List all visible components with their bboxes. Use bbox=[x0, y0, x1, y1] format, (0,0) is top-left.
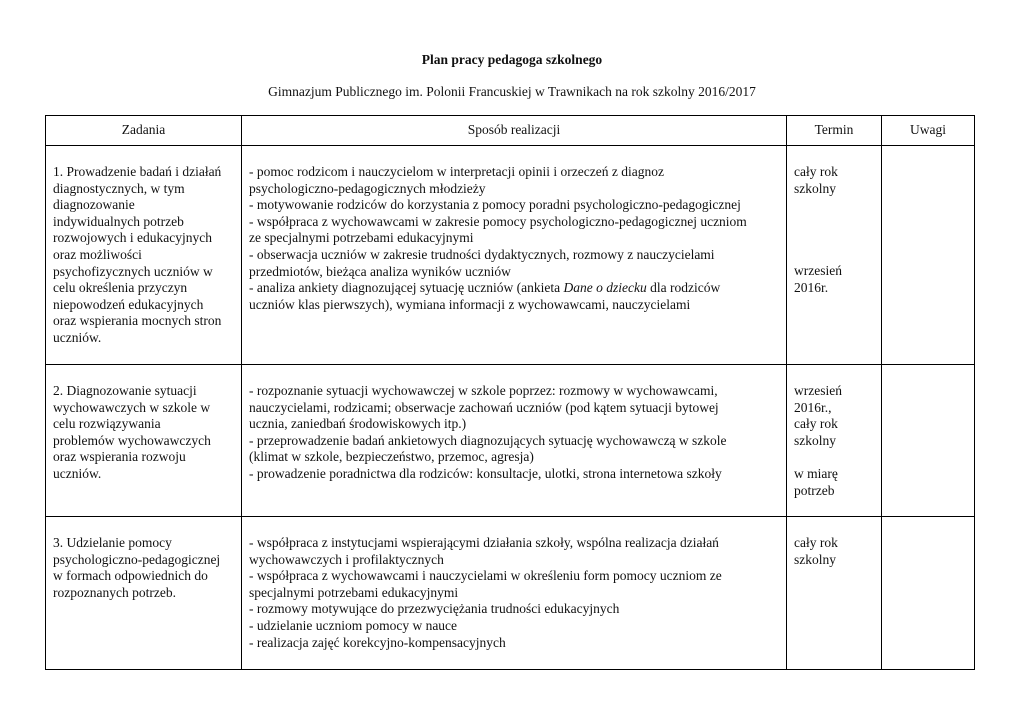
zadanie-line: psychologiczno-pedagogicznej bbox=[53, 551, 221, 567]
zadanie-line: uczniów. bbox=[53, 329, 102, 345]
termin-line: wrzesień bbox=[794, 383, 842, 398]
termin-line: 2016r., bbox=[794, 399, 832, 415]
termin-line: szkolny bbox=[794, 180, 836, 196]
table-header-row bbox=[46, 116, 975, 146]
zadanie-line: oraz możliwości bbox=[53, 246, 142, 262]
zadanie-line: oraz wspierania mocnych stron bbox=[53, 313, 222, 329]
sposob-line: nauczycielami, rodzicami; obserwacje zachowań uczniów (pod kątem sytuacji bytowej bbox=[249, 399, 719, 415]
ankieta-prefix: - analiza ankiety diagnozującej sytuację uczniów (ankieta bbox=[249, 280, 564, 296]
zadanie-line: niepowodzeń edukacyjnych bbox=[53, 296, 204, 312]
ankieta-title: Dane o dziecku bbox=[563, 280, 647, 296]
zadanie-line: 3. Udzielanie pomocy bbox=[53, 535, 172, 550]
table-row bbox=[46, 365, 975, 517]
uwagi-cell bbox=[882, 146, 975, 365]
document-subtitle: Gimnazjum Publicznego im. Polonii Francuskiej w Trawnikach na rok szkolny 2016/2017 bbox=[268, 84, 756, 99]
sposob-cell bbox=[242, 365, 787, 517]
sposob-line: - obserwacja uczniów w zakresie trudności dydaktycznych, rozmowy z nauczycielami bbox=[249, 246, 715, 262]
header-termin: Termin bbox=[787, 116, 882, 146]
sposob-line: - współpraca z wychowawcami w zakresie pomocy psychologiczno-pedagogicznej uczniom bbox=[249, 213, 747, 229]
termin-line: szkolny bbox=[794, 432, 836, 448]
sposob-line: - pomoc rodzicom i nauczycielom w interpretacji opinii i orzeczeń z diagnoz bbox=[249, 164, 664, 179]
sposob-line: wychowawczych i profilaktycznych bbox=[249, 551, 444, 567]
sposob-line: - realizacja zajęć korekcyjno-kompensacyjnych bbox=[249, 634, 506, 650]
sposob-ankieta-line bbox=[249, 280, 780, 297]
sposob-cell bbox=[242, 146, 787, 365]
zadanie-line: diagnostycznych, w tym bbox=[53, 180, 185, 196]
document-title: Plan pracy pedagoga szkolnego bbox=[421, 52, 603, 67]
zadanie-line: w formach odpowiednich do bbox=[53, 568, 208, 584]
sposob-line: przedmiotów, bieżąca analiza wyników uczniów bbox=[249, 263, 511, 279]
header-sposob-realizacji: Sposób realizacji bbox=[242, 116, 787, 146]
sposob-line: - motywowanie rodziców do korzystania z pomocy poradni psychologiczno-pedagogicznej bbox=[249, 197, 741, 213]
zadanie-line: rozpoznanych potrzeb. bbox=[53, 584, 176, 600]
termin-line: cały rok bbox=[794, 164, 838, 179]
zadanie-line: 2. Diagnozowanie sytuacji bbox=[53, 383, 197, 398]
zadanie-line: wychowawczych w szkole w bbox=[53, 399, 211, 415]
zadanie-line: diagnozowanie bbox=[53, 197, 135, 213]
sposob-line: - współpraca z wychowawcami i nauczycielami w określeniu form pomocy uczniom ze bbox=[249, 568, 722, 584]
sposob-line: - przeprowadzenie badań ankietowych diagnozujących sytuację wychowawczą w szkole bbox=[249, 432, 727, 448]
zadanie-line: celu rozwiązywania bbox=[53, 416, 161, 432]
zadanie-line: celu określenia przyczyn bbox=[53, 280, 188, 296]
sposob-line: - rozpoznanie sytuacji wychowawczej w szkole poprzez: rozmowy w wychowawcami, bbox=[249, 383, 718, 398]
ankieta-suffix: dla rodziców bbox=[646, 280, 721, 296]
zadanie-line: indywidualnych potrzeb bbox=[53, 213, 184, 229]
termin-cell bbox=[787, 517, 882, 670]
zadanie-line: problemów wychowawczych bbox=[53, 432, 211, 448]
zadanie-line: 1. Prowadzenie badań i działań bbox=[53, 164, 222, 179]
sposob-line: ze specjalnymi potrzebami edukacyjnymi bbox=[249, 230, 474, 246]
header-zadania: Zadania bbox=[46, 116, 242, 146]
termin-line: w miarę bbox=[794, 465, 838, 481]
sposob-line: - rozmowy motywujące do przezwyciężania trudności edukacyjnych bbox=[249, 601, 620, 617]
termin-line: potrzeb bbox=[794, 482, 835, 498]
zadanie-cell bbox=[46, 365, 242, 517]
sposob-line: - współpraca z instytucjami wspierającymi działania szkoły, wspólna realizacja działań bbox=[249, 535, 719, 550]
zadanie-cell bbox=[46, 517, 242, 670]
zadanie-line: rozwojowych i edukacyjnych bbox=[53, 230, 212, 246]
table-row bbox=[46, 146, 975, 365]
table-row bbox=[46, 517, 975, 670]
termin-cell bbox=[787, 365, 882, 517]
zadanie-cell bbox=[46, 146, 242, 365]
sposob-line: psychologiczno-pedagogicznych młodzieży bbox=[249, 180, 486, 196]
header-uwagi: Uwagi bbox=[882, 116, 975, 146]
sposob-cell bbox=[242, 517, 787, 670]
sposob-line: uczniów klas pierwszych), wymiana informacji z wychowawcami, nauczycielami bbox=[249, 296, 691, 312]
zadanie-line: uczniów. bbox=[53, 465, 102, 481]
termin-line: 2016r. bbox=[794, 279, 829, 295]
termin-line: cały rok bbox=[794, 416, 838, 432]
sposob-line: - prowadzenie poradnictwa dla rodziców: konsultacje, ulotki, strona internetowa szkoły bbox=[249, 465, 722, 481]
sposob-line: (klimat w szkole, bezpieczeństwo, przemoc, agresja) bbox=[249, 449, 534, 465]
termin-line: szkolny bbox=[794, 551, 836, 567]
termin-line: cały rok bbox=[794, 535, 838, 550]
plan-table bbox=[45, 115, 975, 670]
sposob-line: specjalnymi potrzebami edukacyjnymi bbox=[249, 584, 459, 600]
zadanie-line: psychofizycznych uczniów w bbox=[53, 263, 213, 279]
uwagi-cell bbox=[882, 365, 975, 517]
termin-line: wrzesień bbox=[794, 263, 842, 279]
sposob-line: ucznia, zaniedbań środowiskowych itp.) bbox=[249, 416, 467, 432]
sposob-line: - udzielanie uczniom pomocy w nauce bbox=[249, 617, 458, 633]
termin-cell bbox=[787, 146, 882, 365]
zadanie-line: oraz wspierania rozwoju bbox=[53, 449, 186, 465]
uwagi-cell bbox=[882, 517, 975, 670]
